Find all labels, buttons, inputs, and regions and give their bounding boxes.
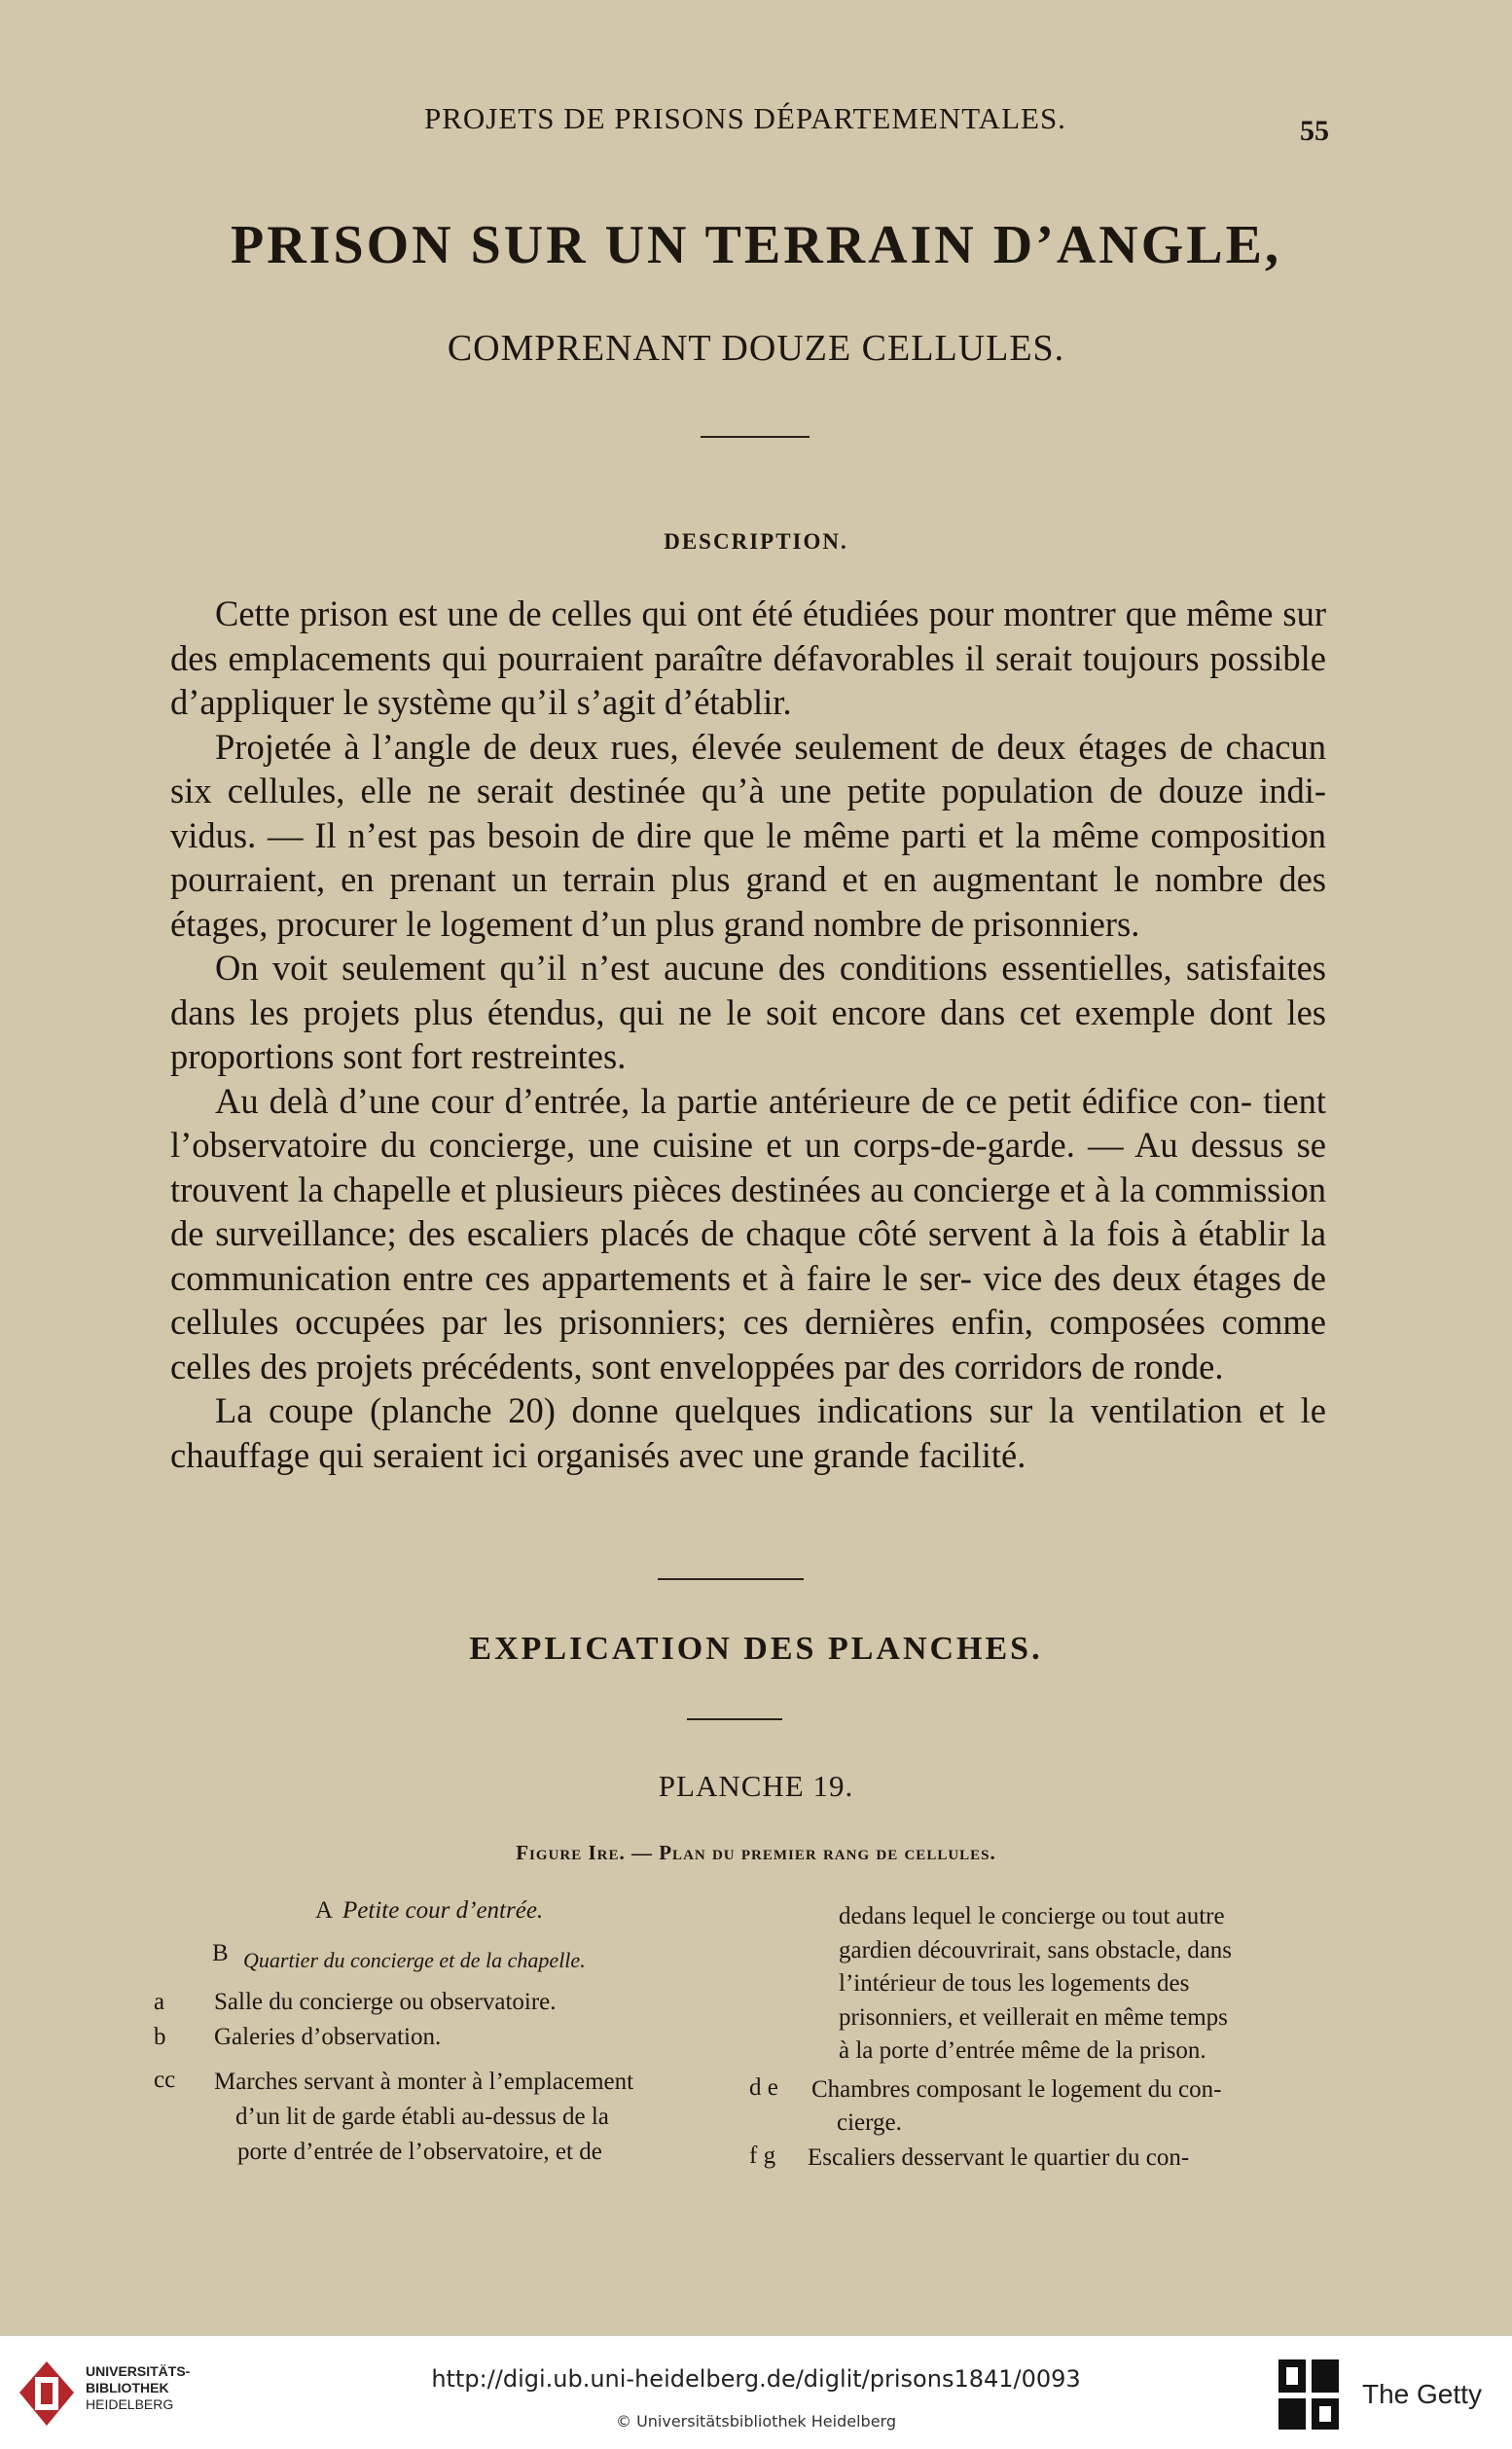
paragraph [170, 725, 1326, 947]
legend-text: gardien découvrirait, sans obstacle, dans [839, 1936, 1233, 1963]
legend-text: Marches servant à monter à l’emplacement [214, 2069, 634, 2095]
legend-right [839, 1900, 1306, 2069]
text-line: pourraient, en prenant un terrain plus grand et en augmentant le nombre des [170, 859, 1326, 899]
library-name-line: UNIVERSITÄTS- [86, 2363, 191, 2379]
legend-text: Quartier du concierge et de la chapelle. [243, 1948, 586, 1972]
text-line: enfin, composées comme celles des projets précédents, sont enveloppées par [170, 1302, 1327, 1387]
paragraph [170, 592, 1326, 725]
text-line: tient l’observatoire du concierge, une cuisine et un corps-de-garde. — Au [170, 1080, 1327, 1165]
page-number: 55 [1300, 115, 1329, 147]
text-line: dans les projets plus étendus, qui ne le soit encore dans cet exemple dont les [170, 991, 1326, 1032]
legend-text: l’intérieur de tous les logements des [839, 1970, 1190, 1997]
viewer-footer [0, 2335, 1512, 2449]
legend-key: a [154, 1989, 165, 2015]
divider [701, 436, 810, 438]
getty-logo-icon [1275, 2356, 1343, 2438]
legend-text: porte d’entrée de l’observatoire, et de [237, 2139, 602, 2165]
running-title: PROJETS DE PRISONS DÉPARTEMENTALES. [424, 101, 1066, 135]
text-line: à la commission de surveillance; des escaliers placés de chaque côté servent [170, 1169, 1326, 1253]
getty-label: The Getty [1362, 2379, 1482, 2409]
copyright-notice: © Universitätsbibliothek Heidelberg [615, 2412, 896, 2431]
legend-key: d e [749, 2074, 778, 2101]
legend-text: prisonniers, et veillerait en même temps [839, 2003, 1228, 2031]
description-heading: DESCRIPTION. [664, 529, 848, 554]
text-line: chauffage qui seraient ici organisés avec une grande facilité. [170, 1434, 1026, 1475]
figure-caption: Figure Ire. — Plan du premier rang de cellules. [516, 1841, 996, 1864]
description-text [170, 592, 1326, 1477]
legend-text: Salle du concierge ou observatoire. [214, 1989, 557, 2015]
library-name-line: BIBLIOTHEK [86, 2380, 169, 2395]
divider [658, 1578, 804, 1580]
legend-key: b [154, 2024, 166, 2050]
text-line: Cette prison est une de celles qui ont été étudiées pour montrer que même [215, 594, 1274, 633]
text-line: étages, procurer le logement d’un plus grand nombre de prisonniers. [170, 903, 1140, 944]
legend-key: A [315, 1897, 334, 1924]
legend-key: B [212, 1940, 229, 1966]
paragraph [170, 946, 1326, 1079]
legend-text: Escaliers desservant le quartier du con- [808, 2144, 1190, 2171]
page-subtitle: COMPRENANT DOUZE CELLULES. [447, 328, 1065, 369]
paragraph [170, 1079, 1326, 1389]
planche-title: PLANCHE 19. [658, 1769, 854, 1803]
text-line: Au delà d’une cour d’entrée, la partie antérieure de ce petit édifice con- [215, 1080, 1253, 1121]
legend-text: Galeries d’observation. [214, 2024, 442, 2050]
text-line: vidus. — Il n’est pas besoin de dire que le même parti et la même composition [170, 814, 1326, 855]
legend-text: Chambres composant le logement du con- [811, 2076, 1222, 2103]
legend-text: Petite cour d’entrée. [342, 1897, 544, 1924]
legend-text: cierge. [837, 2109, 902, 2136]
paragraph [170, 1388, 1326, 1477]
text-line: à la fois à établir la communication entre ces appartements et à faire le ser- [170, 1213, 1327, 1298]
text-line: sur des emplacements qui pourraient paraître défavorables il serait toujours [170, 594, 1326, 678]
text-line: dessus se trouvent la chapelle et plusieurs pièces destinées au concierge et [170, 1125, 1327, 1209]
text-line: possible d’appliquer le système qu’il s’agit d’établir. [170, 637, 1327, 722]
legend-text: dedans lequel le concierge ou tout autre [839, 1903, 1225, 1929]
library-name-line: HEIDELBERG [86, 2396, 174, 2412]
text-line: des corridors de ronde. [897, 1346, 1224, 1387]
text-line: La coupe (planche 20) donne quelques indications sur la ventilation et le [215, 1390, 1326, 1430]
legend-text: à la porte d’entrée même de la prison. [839, 2037, 1206, 2064]
text-line: proportions sont fort restreintes. [170, 1036, 627, 1076]
explication-heading: EXPLICATION DES PLANCHES. [469, 1631, 1043, 1667]
legend-key: cc [154, 2067, 176, 2093]
divider [687, 1718, 782, 1720]
text-line: On voit seulement qu’il n’est aucune des conditions essentielles, satisfaites [215, 948, 1326, 988]
text-line: Projetée à l’angle de deux rues, élevée seulement de deux étages de chacun [215, 726, 1326, 767]
page-title: PRISON SUR UN TERRAIN D’ANGLE, [231, 215, 1281, 275]
legend-key: f g [749, 2143, 776, 2169]
legend-text: d’un lit de garde établi au-dessus de la [235, 2104, 609, 2130]
text-line: six cellules, elle ne serait destinée qu’à une petite population de douze indi- [170, 771, 1326, 810]
text-line: vice des deux étages de cellules occupées par les prisonniers; ces dernières [170, 1257, 1326, 1342]
source-url-link[interactable]: http://digi.ub.uni-heidelberg.de/diglit/prisons1841/0093 [431, 2365, 1081, 2393]
